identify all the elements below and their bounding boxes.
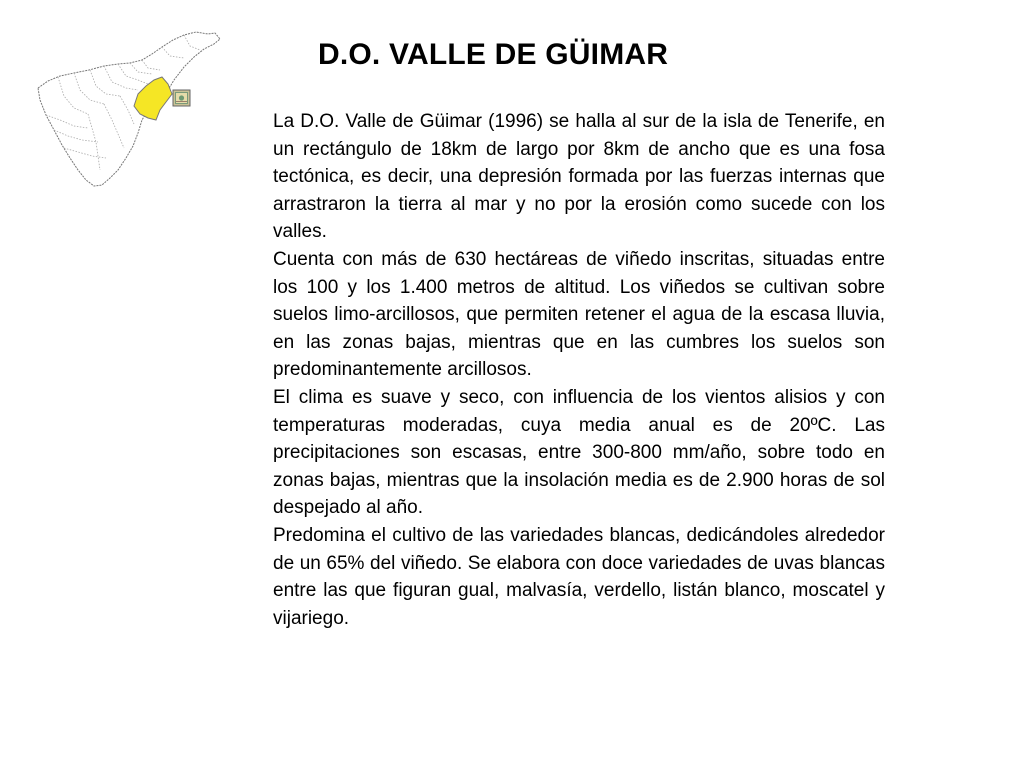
island-outline <box>38 32 220 186</box>
body-text <box>273 108 885 632</box>
do-badge-icon <box>173 90 190 106</box>
paragraph-vineyards: Cuenta con más de 630 hectáreas de viñedo inscritas, situadas entre los 100 y los 1.400 metros de altitud. Los viñedos se cultivan sobre suelos limo-arcillosos, que permiten retener el agua de la escasa lluvia, en las zonas bajas, mientras que en las cumbres los suelos son predominantemente arcillosos. <box>273 248 885 381</box>
page-title: D.O. VALLE DE GÜIMAR <box>318 38 669 71</box>
tenerife-map-icon <box>34 30 234 188</box>
paragraph-climate: El clima es suave y seco, con influencia de los vientos alisios y con temperaturas moderadas, cuya media anual es de 20ºC. Las precipitaciones son escasas, entre 300-800 mm/año, sobre todo en zonas bajas, mientras que la insolación media es de 2.900 horas de sol despejado al año. <box>273 386 885 519</box>
paragraph-location: La D.O. Valle de Güimar (1996) se halla al sur de la isla de Tenerife, en un rectángulo de 18km de largo por 8km de ancho que es una fosa tectónica, es decir, una depresión formada por las fuerzas internas que arrastraron la tierra al mar y no por la erosión como sucede con los valles. <box>273 111 885 243</box>
tenerife-map <box>34 30 234 188</box>
paragraph-varieties: Predomina el cultivo de las variedades blancas, dedicándoles alrededor de un 65% del viñedo. Se elabora con doce variedades de uvas blancas entre las que figuran gual, malvasía, verdello, listán blanco, moscatel y vijariego. <box>273 524 885 629</box>
